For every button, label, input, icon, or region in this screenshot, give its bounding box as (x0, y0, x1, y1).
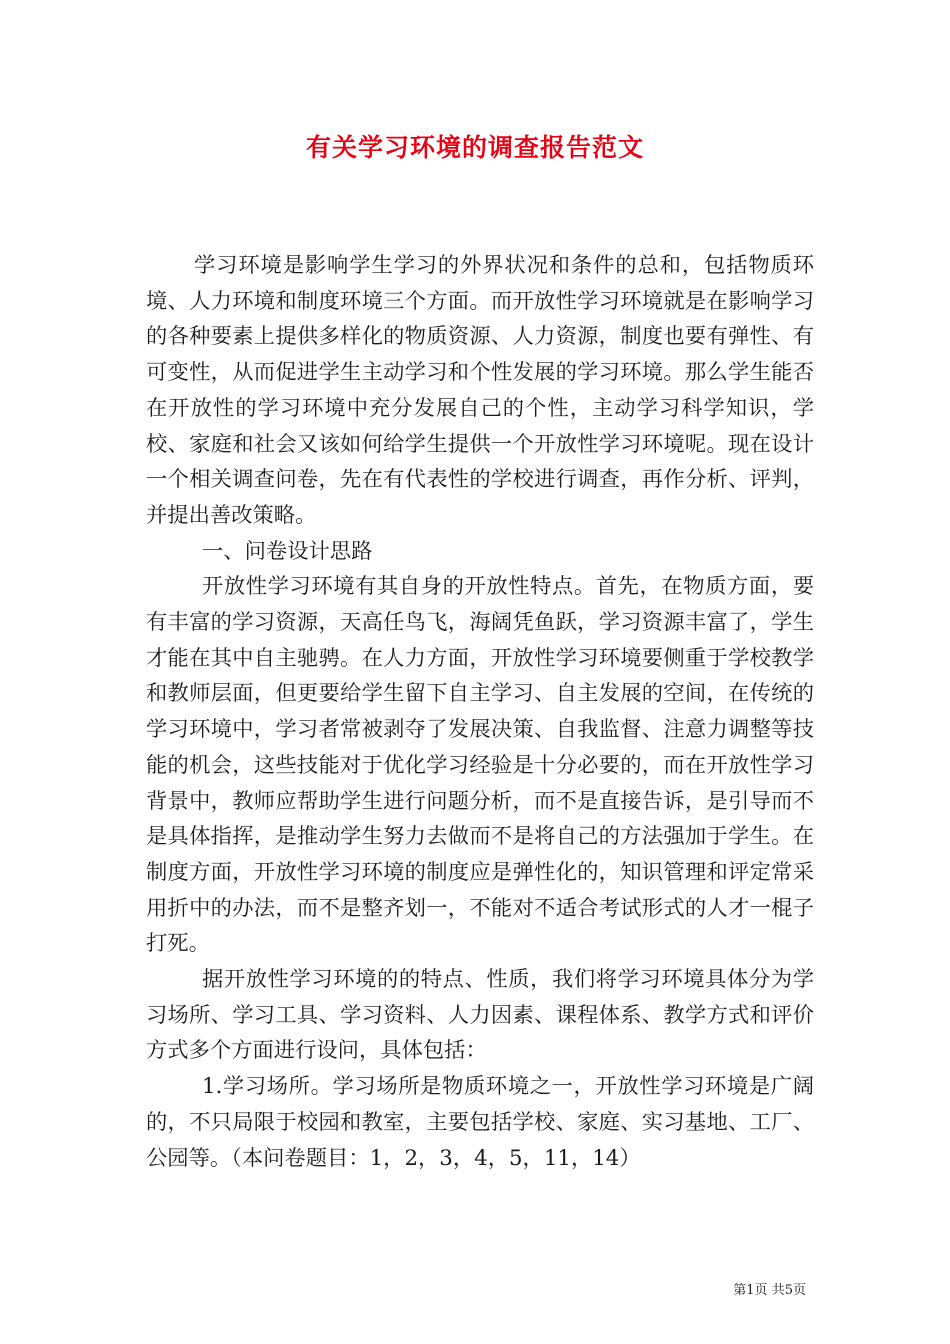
paragraph-intro: 学习环境是影响学生学习的外界状况和条件的总和，包括物质环境、人力环境和制度环境三个方面。而开放性学习环境就是在影响学习的各种要素上提供多样化的物质资源、人力资源，制度也要有弹性、有可变性，从而促进学生主动学习和个性发展的学习环境。那么学生能否在开放性的学习环境中充分发展自己的个性，主动学习科学知识，学校、家庭和社会又该如何给学生提供一个开放性学习环境呢。现在设计一个相关调查问卷，先在有代表性的学校进行调查，再作分析、评判，并提出善改策略。 (146, 253, 814, 528)
page-title: 有关学习环境的调查报告范文 (305, 133, 644, 162)
section-heading-questionnaire-design: 一、问卷设计思路 (202, 538, 373, 564)
footer-total-pages: 5 (784, 1283, 793, 1298)
footer-prefix: 第 (733, 1283, 747, 1298)
paragraph-open-environment-features: 开放性学习环境有其自身的开放性特点。首先，在物质方面，要有丰富的学习资源，天高任鸟飞，海阔凭鱼跃，学习资源丰富了，学生才能在其中自主驰骋。在人力方面，开放性学习环境要侧重于学校教学和教师层面，但更要给学生留下自主学习、自主发展的空间，在传统的学习环境中，学习者常被剥夺了发展决策、自我监督、注意力调整等技能的机会，这些技能对于优化学习经验是十分必要的，而在开放性学习背景中，教师应帮助学生进行问题分析，而不是直接告诉，是引导而不是具体指挥，是推动学生努力去做而不是将自己的方法强加于学生。在制度方面，开放性学习环境的制度应是弹性化的，知识管理和评定常采用折中的办法，而不是整齐划一，不能对不适合考试形式的人才一棍子打死。 (146, 574, 814, 957)
page-footer (733, 1279, 806, 1298)
footer-middle: 页 共 (754, 1283, 785, 1298)
paragraph-learning-places: 1.学习场所。学习场所是物质环境之一，开放性学习环境是广阔的，不只局限于校园和教室，主要包括学校、家庭、实习基地、工厂、公园等。（本问卷题目：1，2，3，4，5，11，14） (146, 1074, 814, 1171)
footer-suffix: 页 (792, 1283, 806, 1298)
paragraph-question-categories: 据开放性学习环境的的特点、性质，我们将学习环境具体分为学习场所、学习工具、学习资料、人力因素、课程体系、教学方式和评价方式多个方面进行设问，具体包括： (146, 967, 814, 1064)
footer-current-page: 1 (746, 1283, 755, 1298)
document-body (146, 248, 814, 1176)
